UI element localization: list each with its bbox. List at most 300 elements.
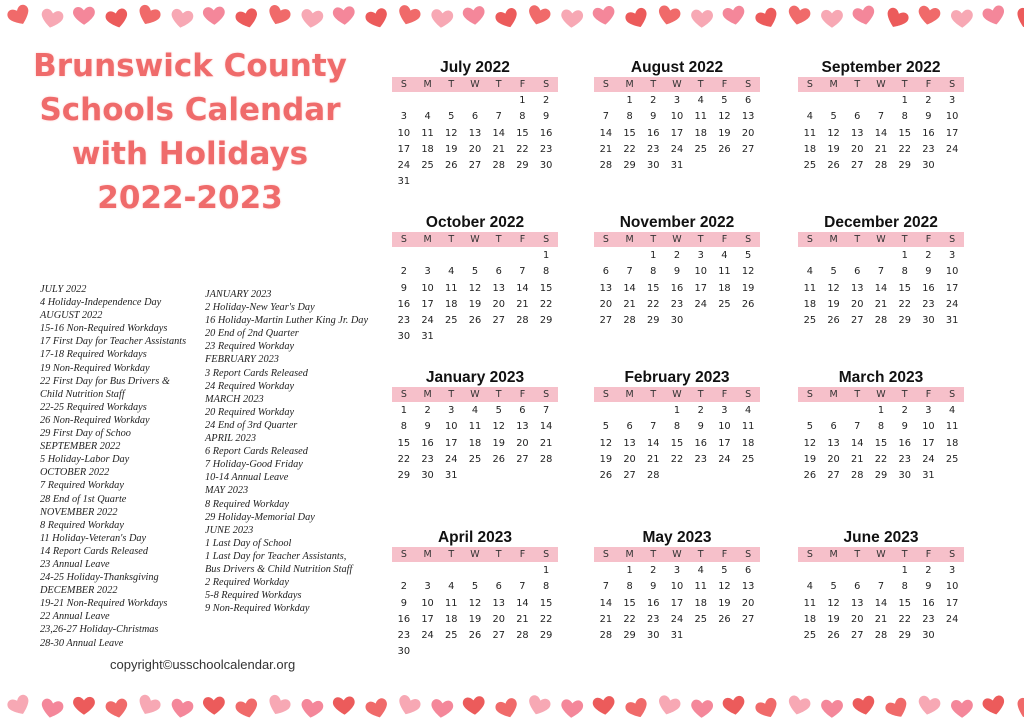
weekday-label: W (665, 232, 689, 247)
note-line: 9 Non-Required Workday (205, 602, 368, 615)
day-cell: 26 (736, 297, 760, 313)
title-line: with Holidays (10, 132, 370, 176)
empty-day (594, 248, 618, 264)
copyright-text: copyright©usschoolcalendar.org (110, 657, 295, 672)
empty-day (439, 93, 463, 109)
day-cell: 26 (822, 158, 846, 174)
heart-icon (884, 5, 910, 35)
day-cell: 17 (940, 126, 964, 142)
day-cell: 25 (713, 297, 737, 313)
day-cell: 7 (869, 109, 893, 125)
title-line: Schools Calendar (10, 88, 370, 132)
day-cell: 24 (689, 297, 713, 313)
weekday-header (798, 387, 964, 402)
day-cell: 10 (940, 579, 964, 595)
empty-day (618, 248, 642, 264)
day-cell: 19 (463, 297, 487, 313)
day-cell: 10 (416, 596, 440, 612)
heart-icon (6, 2, 32, 32)
day-cell: 11 (713, 264, 737, 280)
month-name: October 2022 (392, 213, 558, 232)
day-cell: 11 (798, 126, 822, 142)
day-cell: 14 (594, 596, 618, 612)
note-line: 5 Holiday-Labor Day (40, 453, 186, 466)
day-cell: 14 (618, 281, 642, 297)
day-cell: 18 (439, 612, 463, 628)
note-line: 26 Non-Required Workday (40, 414, 186, 427)
day-cell: 25 (416, 158, 440, 174)
note-line: JUNE 2023 (205, 524, 368, 537)
day-cell: 12 (822, 281, 846, 297)
note-line: 2 Holiday-New Year's Day (205, 301, 368, 314)
note-line: MARCH 2023 (205, 393, 368, 406)
empty-day (392, 563, 416, 579)
day-cell: 3 (713, 403, 737, 419)
day-cell: 14 (869, 126, 893, 142)
note-line: 22 Annual Leave (40, 610, 186, 623)
day-cell: 27 (463, 158, 487, 174)
month-calendar (594, 213, 760, 329)
day-cell: 6 (736, 563, 760, 579)
empty-day (439, 563, 463, 579)
day-cell: 22 (618, 142, 642, 158)
note-line: JULY 2022 (40, 283, 186, 296)
day-cell: 30 (392, 644, 416, 660)
day-cell: 26 (822, 628, 846, 644)
empty-day (798, 403, 822, 419)
day-cell: 6 (736, 93, 760, 109)
weekday-label: S (594, 77, 618, 92)
empty-day (416, 248, 440, 264)
heart-icon (136, 692, 162, 722)
day-cell: 18 (439, 297, 463, 313)
day-cell: 22 (511, 142, 535, 158)
day-cell: 7 (511, 264, 535, 280)
weekday-label: M (416, 77, 440, 92)
day-cell: 2 (641, 93, 665, 109)
day-cell: 13 (487, 281, 511, 297)
day-cell: 29 (869, 468, 893, 484)
heart-icon (494, 695, 520, 725)
day-cell: 19 (439, 142, 463, 158)
weekday-label: W (869, 547, 893, 562)
heart-icon (981, 692, 1007, 722)
day-cell: 4 (798, 579, 822, 595)
day-cell: 9 (392, 281, 416, 297)
day-cell: 19 (798, 452, 822, 468)
day-cell: 14 (869, 596, 893, 612)
day-cell: 23 (893, 452, 917, 468)
day-cell: 18 (463, 436, 487, 452)
empty-day (594, 563, 618, 579)
day-cell: 18 (689, 126, 713, 142)
day-cell: 25 (736, 452, 760, 468)
day-cell: 16 (641, 596, 665, 612)
weekday-label: S (736, 77, 760, 92)
month-calendar (594, 368, 760, 484)
heart-icon (234, 695, 260, 725)
heart-icon (461, 2, 487, 32)
day-cell: 20 (845, 297, 869, 313)
weekday-label: S (594, 547, 618, 562)
note-line: 11 Holiday-Veteran's Day (40, 532, 186, 545)
heart-icon (689, 695, 715, 725)
day-cell: 24 (940, 142, 964, 158)
day-cell: 19 (713, 596, 737, 612)
day-cell: 22 (893, 612, 917, 628)
weekday-header (594, 77, 760, 92)
note-line: 28 End of 1st Quarte (40, 493, 186, 506)
day-cell: 9 (392, 596, 416, 612)
day-cell: 20 (736, 126, 760, 142)
weekday-label: M (822, 232, 846, 247)
note-line: Bus Drivers & Child Nutrition Staff (205, 563, 368, 576)
day-cell: 11 (689, 109, 713, 125)
empty-day (463, 248, 487, 264)
day-cell: 28 (534, 452, 558, 468)
weekday-label: W (869, 232, 893, 247)
note-line: 3 Report Cards Released (205, 367, 368, 380)
day-cell: 1 (893, 563, 917, 579)
day-cell: 16 (392, 612, 416, 628)
weekday-label: T (893, 77, 917, 92)
day-cell: 15 (534, 596, 558, 612)
day-cell: 11 (736, 419, 760, 435)
day-cell: 16 (392, 297, 416, 313)
day-cell: 9 (641, 579, 665, 595)
weekday-label: T (689, 387, 713, 402)
note-line: 1 Last Day of School (205, 537, 368, 550)
day-cell: 20 (594, 297, 618, 313)
heart-icon (559, 5, 585, 35)
day-cell: 22 (893, 142, 917, 158)
day-cell: 27 (845, 158, 869, 174)
day-cell: 10 (940, 109, 964, 125)
note-line: 23 Required Workday (205, 340, 368, 353)
day-cell: 22 (665, 452, 689, 468)
day-cell: 5 (713, 93, 737, 109)
month-calendar (392, 368, 558, 484)
heart-icon (429, 5, 455, 35)
day-cell: 25 (463, 452, 487, 468)
day-cell: 19 (736, 281, 760, 297)
day-cell: 17 (392, 142, 416, 158)
day-grid (594, 93, 760, 174)
day-cell: 4 (798, 109, 822, 125)
day-cell: 13 (618, 436, 642, 452)
day-cell: 12 (713, 109, 737, 125)
heart-icon (916, 2, 942, 32)
day-cell: 15 (893, 281, 917, 297)
day-cell: 20 (845, 142, 869, 158)
day-cell: 28 (845, 468, 869, 484)
day-cell: 11 (689, 579, 713, 595)
day-cell: 1 (618, 563, 642, 579)
empty-day (822, 93, 846, 109)
empty-day (463, 563, 487, 579)
day-cell: 28 (869, 158, 893, 174)
day-cell: 1 (618, 93, 642, 109)
day-cell: 6 (487, 579, 511, 595)
day-cell: 19 (463, 612, 487, 628)
day-cell: 29 (893, 628, 917, 644)
day-cell: 2 (641, 563, 665, 579)
day-cell: 26 (594, 468, 618, 484)
weekday-label: T (439, 547, 463, 562)
day-cell: 18 (713, 281, 737, 297)
day-cell: 22 (869, 452, 893, 468)
day-grid (798, 563, 964, 644)
day-cell: 21 (845, 452, 869, 468)
weekday-header (798, 232, 964, 247)
weekday-label: M (822, 547, 846, 562)
weekday-label: S (534, 77, 558, 92)
weekday-label: W (463, 232, 487, 247)
day-cell: 27 (845, 628, 869, 644)
day-cell: 21 (511, 612, 535, 628)
note-line: 4 Holiday-Independence Day (40, 296, 186, 309)
day-cell: 12 (487, 419, 511, 435)
day-cell: 6 (511, 403, 535, 419)
day-cell: 15 (869, 436, 893, 452)
note-line: 16 Holiday-Martin Luther King Jr. Day (205, 314, 368, 327)
day-cell: 14 (594, 126, 618, 142)
heart-icon (656, 692, 682, 722)
day-cell: 28 (511, 313, 535, 329)
note-line: 19 Non-Required Workday (40, 362, 186, 375)
weekday-label: W (665, 387, 689, 402)
day-cell: 1 (869, 403, 893, 419)
day-cell: 1 (665, 403, 689, 419)
day-cell: 21 (594, 612, 618, 628)
note-line: 8 Required Workday (205, 498, 368, 511)
day-cell: 10 (940, 264, 964, 280)
heart-icon (949, 695, 975, 725)
day-cell: 31 (416, 329, 440, 345)
weekday-label: T (845, 547, 869, 562)
weekday-label: T (487, 232, 511, 247)
heart-icon (721, 692, 747, 722)
day-cell: 28 (618, 313, 642, 329)
weekday-label: S (392, 77, 416, 92)
day-cell: 23 (917, 612, 941, 628)
weekday-label: S (392, 232, 416, 247)
day-cell: 17 (439, 436, 463, 452)
day-cell: 2 (392, 579, 416, 595)
day-cell: 1 (392, 403, 416, 419)
weekday-label: T (487, 77, 511, 92)
day-cell: 14 (511, 281, 535, 297)
weekday-label: F (917, 77, 941, 92)
note-line: 14 Report Cards Released (40, 545, 186, 558)
note-line: 23 Annual Leave (40, 558, 186, 571)
day-cell: 8 (511, 109, 535, 125)
heart-icon (526, 2, 552, 32)
day-cell: 28 (594, 628, 618, 644)
day-cell: 6 (845, 109, 869, 125)
month-name: April 2023 (392, 528, 558, 547)
day-cell: 14 (869, 281, 893, 297)
weekday-label: T (439, 232, 463, 247)
day-cell: 28 (641, 468, 665, 484)
day-cell: 17 (917, 436, 941, 452)
note-line: APRIL 2023 (205, 432, 368, 445)
weekday-label: F (917, 232, 941, 247)
day-cell: 13 (594, 281, 618, 297)
day-cell: 3 (940, 563, 964, 579)
weekday-label: S (798, 387, 822, 402)
day-cell: 26 (463, 313, 487, 329)
day-cell: 5 (822, 264, 846, 280)
weekday-label: S (736, 547, 760, 562)
heart-icon (396, 2, 422, 32)
day-cell: 20 (845, 612, 869, 628)
day-cell: 7 (869, 264, 893, 280)
day-cell: 27 (487, 313, 511, 329)
note-line: 22 First Day for Bus Drivers & (40, 375, 186, 388)
heart-icon (819, 5, 845, 35)
weekday-label: F (511, 387, 535, 402)
month-calendar (594, 58, 760, 174)
weekday-header (392, 77, 558, 92)
note-line: 19-21 Non-Required Workdays (40, 597, 186, 610)
day-cell: 12 (822, 596, 846, 612)
heart-icon (526, 692, 552, 722)
day-cell: 4 (463, 403, 487, 419)
day-cell: 31 (665, 628, 689, 644)
weekday-label: S (392, 387, 416, 402)
note-line: 8 Required Workday (40, 519, 186, 532)
heart-icon (39, 5, 65, 35)
day-cell: 28 (594, 158, 618, 174)
day-cell: 6 (618, 419, 642, 435)
day-cell: 12 (594, 436, 618, 452)
note-line: 29 Holiday-Memorial Day (205, 511, 368, 524)
day-cell: 16 (416, 436, 440, 452)
day-grid (392, 563, 558, 661)
empty-day (798, 563, 822, 579)
weekday-label: T (487, 547, 511, 562)
day-cell: 24 (392, 158, 416, 174)
day-cell: 12 (822, 126, 846, 142)
weekday-header (594, 387, 760, 402)
day-cell: 13 (736, 109, 760, 125)
day-cell: 5 (713, 563, 737, 579)
day-cell: 13 (511, 419, 535, 435)
note-line: 28-30 Annual Leave (40, 637, 186, 650)
holiday-notes-right (205, 288, 368, 615)
empty-day (392, 248, 416, 264)
heart-icon (949, 5, 975, 35)
weekday-label: S (392, 547, 416, 562)
heart-icon (591, 2, 617, 32)
day-cell: 23 (392, 628, 416, 644)
weekday-label: S (736, 232, 760, 247)
day-cell: 16 (689, 436, 713, 452)
day-cell: 15 (534, 281, 558, 297)
day-cell: 21 (618, 297, 642, 313)
day-cell: 12 (463, 596, 487, 612)
note-line: 5-8 Required Workdays (205, 589, 368, 602)
day-cell: 17 (713, 436, 737, 452)
weekday-label: S (940, 232, 964, 247)
weekday-header (392, 547, 558, 562)
day-cell: 30 (917, 313, 941, 329)
day-cell: 21 (511, 297, 535, 313)
empty-day (845, 403, 869, 419)
day-cell: 9 (893, 419, 917, 435)
day-cell: 23 (641, 612, 665, 628)
day-cell: 24 (917, 452, 941, 468)
weekday-label: T (845, 232, 869, 247)
day-grid (798, 93, 964, 174)
empty-day (845, 93, 869, 109)
heart-icon (396, 692, 422, 722)
month-name: March 2023 (798, 368, 964, 387)
day-cell: 24 (439, 452, 463, 468)
day-cell: 3 (689, 248, 713, 264)
weekday-label: S (736, 387, 760, 402)
day-cell: 27 (736, 142, 760, 158)
hearts-border-top (0, 0, 1024, 34)
day-cell: 13 (822, 436, 846, 452)
day-cell: 27 (845, 313, 869, 329)
empty-day (869, 563, 893, 579)
note-line: 24 End of 3rd Quarter (205, 419, 368, 432)
day-cell: 15 (893, 596, 917, 612)
day-cell: 4 (689, 93, 713, 109)
day-cell: 26 (713, 142, 737, 158)
empty-day (822, 403, 846, 419)
day-cell: 7 (511, 579, 535, 595)
day-cell: 28 (869, 313, 893, 329)
day-cell: 19 (487, 436, 511, 452)
day-cell: 22 (392, 452, 416, 468)
day-cell: 11 (416, 126, 440, 142)
day-cell: 25 (439, 628, 463, 644)
month-name: May 2023 (594, 528, 760, 547)
day-cell: 3 (665, 563, 689, 579)
heart-icon (559, 695, 585, 725)
day-cell: 17 (665, 596, 689, 612)
day-cell: 8 (893, 109, 917, 125)
day-cell: 21 (869, 142, 893, 158)
day-cell: 27 (487, 628, 511, 644)
day-cell: 27 (822, 468, 846, 484)
day-cell: 26 (822, 313, 846, 329)
month-name: July 2022 (392, 58, 558, 77)
weekday-label: F (713, 77, 737, 92)
day-grid (392, 93, 558, 191)
weekday-label: F (713, 387, 737, 402)
empty-day (487, 93, 511, 109)
day-cell: 30 (534, 158, 558, 174)
heart-icon (6, 692, 32, 722)
day-cell: 21 (487, 142, 511, 158)
day-cell: 13 (736, 579, 760, 595)
weekday-label: M (416, 547, 440, 562)
note-line: 24-25 Holiday-Thanksgiving (40, 571, 186, 584)
day-cell: 1 (641, 248, 665, 264)
heart-icon (754, 5, 780, 35)
note-line: 2 Required Workday (205, 576, 368, 589)
day-cell: 30 (665, 313, 689, 329)
empty-day (392, 93, 416, 109)
day-cell: 9 (534, 109, 558, 125)
day-cell: 6 (487, 264, 511, 280)
day-cell: 18 (798, 297, 822, 313)
day-cell: 13 (463, 126, 487, 142)
